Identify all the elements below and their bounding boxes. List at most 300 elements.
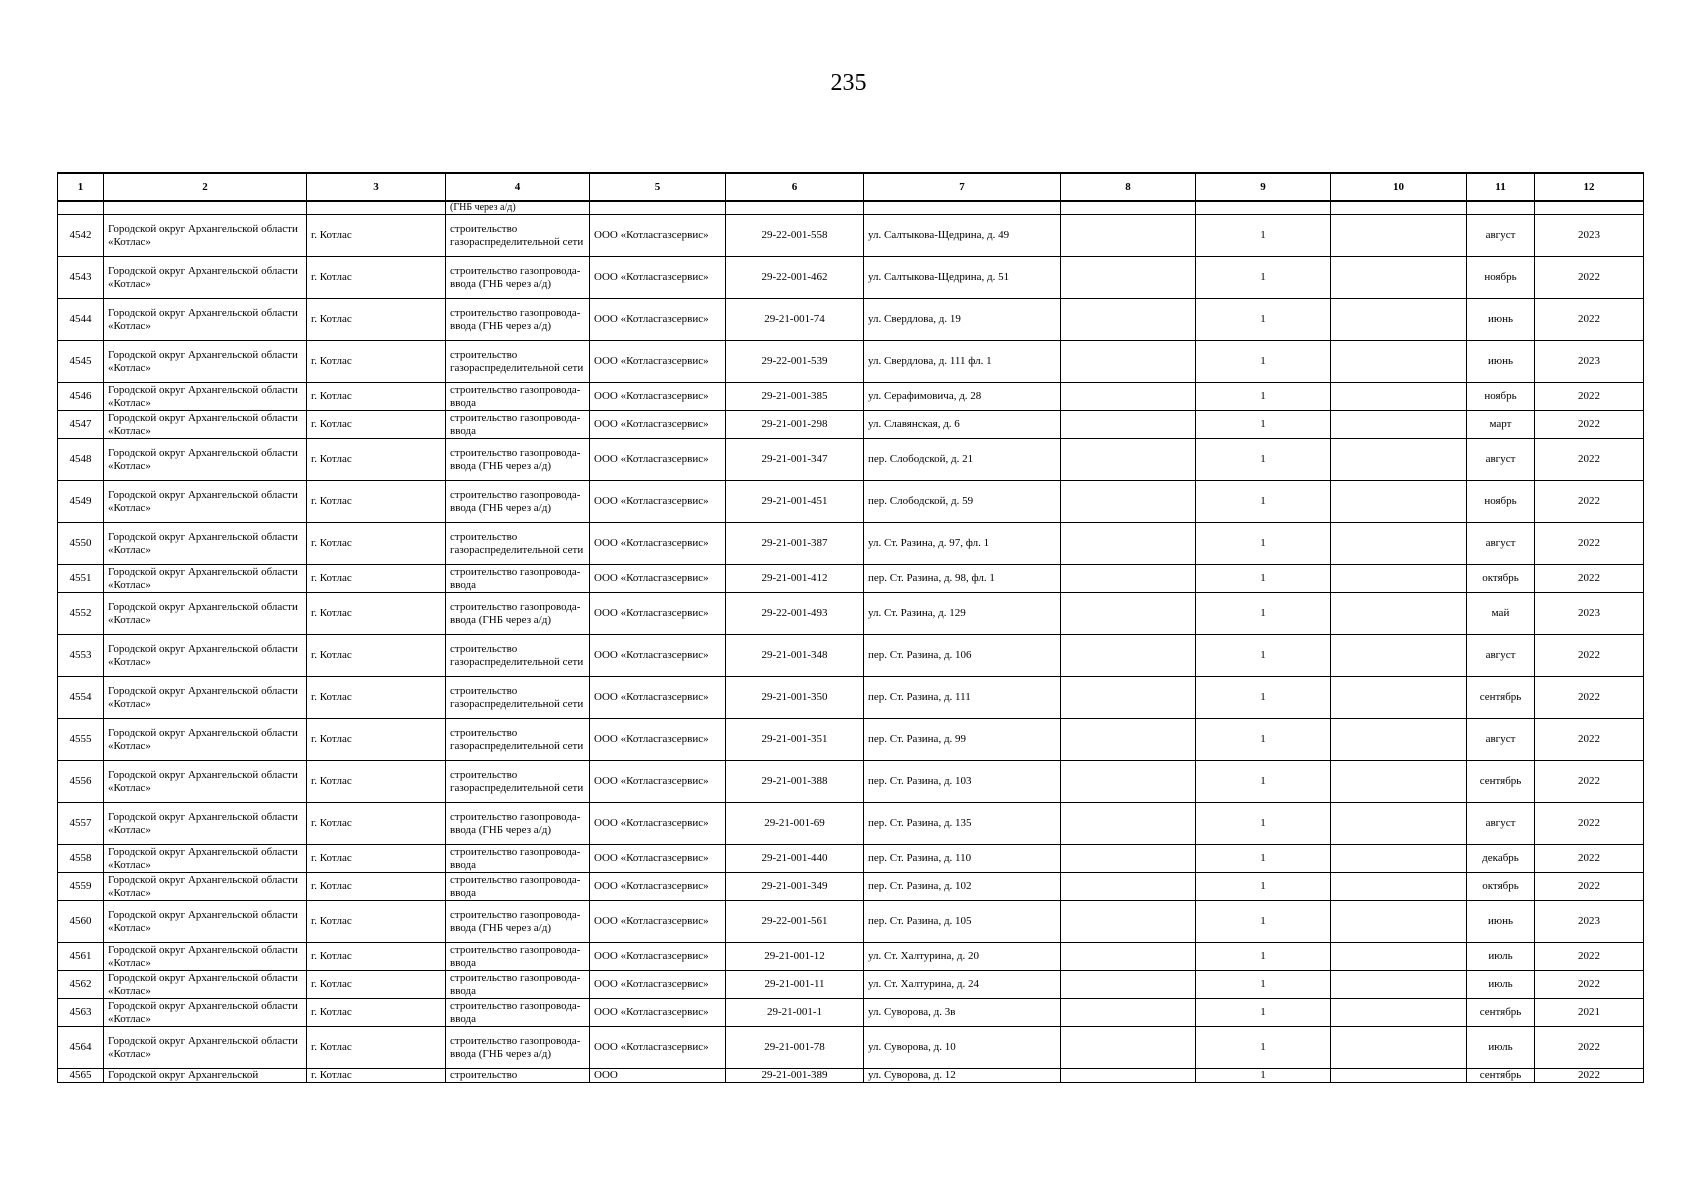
- year-cell: 2022: [1535, 635, 1644, 677]
- year-cell: 2022: [1535, 439, 1644, 481]
- address-cell: пер. Слободской, д. 21: [864, 439, 1061, 481]
- organization-cell: ООО «Котласгазсервис»: [590, 943, 726, 971]
- district-cell: Городской округ Архангельской области «Котлас»: [104, 215, 307, 257]
- table-row: [58, 593, 1644, 635]
- object-code-cell: 29-21-001-387: [726, 523, 864, 565]
- work-type-cell: строительство газораспределительной сети: [446, 635, 590, 677]
- district-cell: Городской округ Архангельской области «Котлас»: [104, 481, 307, 523]
- quantity-cell: 1: [1196, 999, 1331, 1027]
- column-10-cell: [1331, 1069, 1467, 1083]
- row-number: 4545: [58, 341, 104, 383]
- organization-cell: ООО «Котласгазсервис»: [590, 999, 726, 1027]
- work-type-cell: строительство газопровода-ввода: [446, 411, 590, 439]
- continuation-cell: [1535, 201, 1644, 215]
- district-cell: Городской округ Архангельской области «Котлас»: [104, 523, 307, 565]
- quantity-cell: 1: [1196, 971, 1331, 999]
- column-8-cell: [1061, 215, 1196, 257]
- address-cell: ул. Свердлова, д. 111 фл. 1: [864, 341, 1061, 383]
- address-cell: ул. Ст. Разина, д. 97, фл. 1: [864, 523, 1061, 565]
- month-cell: ноябрь: [1467, 383, 1535, 411]
- column-10-cell: [1331, 677, 1467, 719]
- column-10-cell: [1331, 943, 1467, 971]
- row-number: 4561: [58, 943, 104, 971]
- column-header-10: 10: [1331, 173, 1467, 201]
- address-cell: пер. Ст. Разина, д. 135: [864, 803, 1061, 845]
- organization-cell: ООО «Котласгазсервис»: [590, 845, 726, 873]
- row-number: 4560: [58, 901, 104, 943]
- column-header-9: 9: [1196, 173, 1331, 201]
- column-8-cell: [1061, 383, 1196, 411]
- address-cell: пер. Ст. Разина, д. 110: [864, 845, 1061, 873]
- column-8-cell: [1061, 999, 1196, 1027]
- quantity-cell: 1: [1196, 1069, 1331, 1083]
- district-cell: Городской округ Архангельской: [104, 1069, 307, 1083]
- column-8-cell: [1061, 761, 1196, 803]
- year-cell: 2022: [1535, 383, 1644, 411]
- organization-cell: ООО «Котласгазсервис»: [590, 439, 726, 481]
- row-number: 4544: [58, 299, 104, 341]
- column-10-cell: [1331, 761, 1467, 803]
- object-code-cell: 29-21-001-350: [726, 677, 864, 719]
- address-cell: ул. Ст. Халтурина, д. 24: [864, 971, 1061, 999]
- object-code-cell: 29-21-001-412: [726, 565, 864, 593]
- year-cell: 2023: [1535, 341, 1644, 383]
- object-code-cell: 29-21-001-69: [726, 803, 864, 845]
- work-type-cell: строительство газопровода-ввода: [446, 943, 590, 971]
- organization-cell: ООО «Котласгазсервис»: [590, 411, 726, 439]
- object-code-cell: 29-22-001-539: [726, 341, 864, 383]
- column-8-cell: [1061, 565, 1196, 593]
- work-type-cell: строительство газопровода-ввода: [446, 999, 590, 1027]
- column-8-cell: [1061, 719, 1196, 761]
- object-code-cell: 29-21-001-451: [726, 481, 864, 523]
- column-8-cell: [1061, 901, 1196, 943]
- year-cell: 2023: [1535, 215, 1644, 257]
- quantity-cell: 1: [1196, 943, 1331, 971]
- city-cell: г. Котлас: [307, 439, 446, 481]
- continuation-cell: [1467, 201, 1535, 215]
- address-cell: пер. Ст. Разина, д. 111: [864, 677, 1061, 719]
- quantity-cell: 1: [1196, 845, 1331, 873]
- work-type-cell: строительство газораспределительной сети: [446, 523, 590, 565]
- work-type-cell: строительство газораспределительной сети: [446, 677, 590, 719]
- year-cell: 2022: [1535, 257, 1644, 299]
- work-type-cell: строительство газопровода-ввода: [446, 565, 590, 593]
- address-cell: ул. Славянская, д. 6: [864, 411, 1061, 439]
- work-type-cell: строительство газопровода-ввода (ГНБ через а/д): [446, 803, 590, 845]
- month-cell: сентябрь: [1467, 999, 1535, 1027]
- year-cell: 2022: [1535, 873, 1644, 901]
- organization-cell: ООО: [590, 1069, 726, 1083]
- work-type-cell: строительство газопровода-ввода: [446, 383, 590, 411]
- address-cell: пер. Ст. Разина, д. 105: [864, 901, 1061, 943]
- table-row: [58, 1069, 1644, 1083]
- year-cell: 2022: [1535, 719, 1644, 761]
- work-type-cell: строительство газопровода-ввода: [446, 971, 590, 999]
- address-cell: пер. Ст. Разина, д. 99: [864, 719, 1061, 761]
- organization-cell: ООО «Котласгазсервис»: [590, 383, 726, 411]
- row-number: 4559: [58, 873, 104, 901]
- year-cell: 2022: [1535, 677, 1644, 719]
- row-number: 4543: [58, 257, 104, 299]
- row-number: 4562: [58, 971, 104, 999]
- quantity-cell: 1: [1196, 901, 1331, 943]
- year-cell: 2022: [1535, 761, 1644, 803]
- city-cell: г. Котлас: [307, 635, 446, 677]
- address-cell: ул. Салтыкова-Щедрина, д. 51: [864, 257, 1061, 299]
- work-type-cell: строительство газопровода-ввода (ГНБ через а/д): [446, 481, 590, 523]
- district-cell: Городской округ Архангельской области «Котлас»: [104, 439, 307, 481]
- object-code-cell: 29-21-001-11: [726, 971, 864, 999]
- column-10-cell: [1331, 257, 1467, 299]
- city-cell: г. Котлас: [307, 383, 446, 411]
- month-cell: март: [1467, 411, 1535, 439]
- address-cell: ул. Суворова, д. 10: [864, 1027, 1061, 1069]
- address-cell: ул. Ст. Разина, д. 129: [864, 593, 1061, 635]
- continuation-cell: [58, 201, 104, 215]
- column-10-cell: [1331, 971, 1467, 999]
- column-10-cell: [1331, 901, 1467, 943]
- city-cell: г. Котлас: [307, 901, 446, 943]
- organization-cell: ООО «Котласгазсервис»: [590, 677, 726, 719]
- table-row: [58, 943, 1644, 971]
- column-10-cell: [1331, 383, 1467, 411]
- column-8-cell: [1061, 341, 1196, 383]
- month-cell: август: [1467, 635, 1535, 677]
- continuation-row: [58, 201, 1644, 215]
- row-number: 4546: [58, 383, 104, 411]
- column-10-cell: [1331, 565, 1467, 593]
- row-number: 4558: [58, 845, 104, 873]
- work-type-cell: строительство газопровода-ввода (ГНБ через а/д): [446, 299, 590, 341]
- month-cell: ноябрь: [1467, 257, 1535, 299]
- row-number: 4542: [58, 215, 104, 257]
- object-code-cell: 29-21-001-347: [726, 439, 864, 481]
- continuation-cell: [726, 201, 864, 215]
- column-8-cell: [1061, 299, 1196, 341]
- work-type-cell: строительство газопровода-ввода (ГНБ через а/д): [446, 439, 590, 481]
- table-row: [58, 299, 1644, 341]
- column-8-cell: [1061, 943, 1196, 971]
- organization-cell: ООО «Котласгазсервис»: [590, 873, 726, 901]
- city-cell: г. Котлас: [307, 999, 446, 1027]
- month-cell: июль: [1467, 1027, 1535, 1069]
- work-type-cell: строительство газопровода-ввода (ГНБ через а/д): [446, 1027, 590, 1069]
- column-10-cell: [1331, 845, 1467, 873]
- column-header-12: 12: [1535, 173, 1644, 201]
- organization-cell: ООО «Котласгазсервис»: [590, 215, 726, 257]
- year-cell: 2023: [1535, 593, 1644, 635]
- district-cell: Городской округ Архангельской области «Котлас»: [104, 803, 307, 845]
- city-cell: г. Котлас: [307, 803, 446, 845]
- column-10-cell: [1331, 873, 1467, 901]
- organization-cell: ООО «Котласгазсервис»: [590, 971, 726, 999]
- row-number: 4552: [58, 593, 104, 635]
- row-number: 4563: [58, 999, 104, 1027]
- continuation-cell: [104, 201, 307, 215]
- year-cell: 2022: [1535, 565, 1644, 593]
- city-cell: г. Котлас: [307, 411, 446, 439]
- quantity-cell: 1: [1196, 677, 1331, 719]
- continuation-cell: (ГНБ через а/д): [446, 201, 590, 215]
- quantity-cell: 1: [1196, 411, 1331, 439]
- address-cell: ул. Серафимовича, д. 28: [864, 383, 1061, 411]
- organization-cell: ООО «Котласгазсервис»: [590, 593, 726, 635]
- month-cell: август: [1467, 439, 1535, 481]
- district-cell: Городской округ Архангельской области «Котлас»: [104, 257, 307, 299]
- city-cell: г. Котлас: [307, 761, 446, 803]
- address-cell: пер. Ст. Разина, д. 102: [864, 873, 1061, 901]
- district-cell: Городской округ Архангельской области «Котлас»: [104, 635, 307, 677]
- year-cell: 2021: [1535, 999, 1644, 1027]
- table-row: [58, 803, 1644, 845]
- column-8-cell: [1061, 635, 1196, 677]
- object-code-cell: 29-21-001-385: [726, 383, 864, 411]
- table-row: [58, 845, 1644, 873]
- city-cell: г. Котлас: [307, 1069, 446, 1083]
- registry-table: [57, 172, 1644, 1083]
- column-8-cell: [1061, 593, 1196, 635]
- quantity-cell: 1: [1196, 215, 1331, 257]
- address-cell: пер. Ст. Разина, д. 98, фл. 1: [864, 565, 1061, 593]
- district-cell: Городской округ Архангельской области «Котлас»: [104, 999, 307, 1027]
- district-cell: Городской округ Архангельской области «Котлас»: [104, 873, 307, 901]
- column-8-cell: [1061, 971, 1196, 999]
- year-cell: 2022: [1535, 971, 1644, 999]
- row-number: 4555: [58, 719, 104, 761]
- year-cell: 2023: [1535, 901, 1644, 943]
- table-row: [58, 719, 1644, 761]
- month-cell: декабрь: [1467, 845, 1535, 873]
- object-code-cell: 29-21-001-12: [726, 943, 864, 971]
- work-type-cell: строительство газораспределительной сети: [446, 761, 590, 803]
- month-cell: сентябрь: [1467, 1069, 1535, 1083]
- address-cell: пер. Ст. Разина, д. 103: [864, 761, 1061, 803]
- column-10-cell: [1331, 803, 1467, 845]
- object-code-cell: 29-21-001-388: [726, 761, 864, 803]
- column-header-11: 11: [1467, 173, 1535, 201]
- quantity-cell: 1: [1196, 873, 1331, 901]
- city-cell: г. Котлас: [307, 1027, 446, 1069]
- district-cell: Городской округ Архангельской области «Котлас»: [104, 761, 307, 803]
- column-header-4: 4: [446, 173, 590, 201]
- district-cell: Городской округ Архангельской области «Котлас»: [104, 383, 307, 411]
- page-number: 235: [830, 70, 867, 96]
- work-type-cell: строительство: [446, 1069, 590, 1083]
- column-8-cell: [1061, 1069, 1196, 1083]
- row-number: 4554: [58, 677, 104, 719]
- district-cell: Городской округ Архангельской области «Котлас»: [104, 593, 307, 635]
- month-cell: июнь: [1467, 901, 1535, 943]
- organization-cell: ООО «Котласгазсервис»: [590, 635, 726, 677]
- work-type-cell: строительство газораспределительной сети: [446, 719, 590, 761]
- column-8-cell: [1061, 873, 1196, 901]
- quantity-cell: 1: [1196, 719, 1331, 761]
- work-type-cell: строительство газораспределительной сети: [446, 215, 590, 257]
- column-8-cell: [1061, 411, 1196, 439]
- year-cell: 2022: [1535, 845, 1644, 873]
- row-number: 4549: [58, 481, 104, 523]
- organization-cell: ООО «Котласгазсервис»: [590, 257, 726, 299]
- year-cell: 2022: [1535, 803, 1644, 845]
- row-number: 4564: [58, 1027, 104, 1069]
- quantity-cell: 1: [1196, 299, 1331, 341]
- city-cell: г. Котлас: [307, 845, 446, 873]
- table-row: [58, 1027, 1644, 1069]
- month-cell: август: [1467, 719, 1535, 761]
- table-row: [58, 565, 1644, 593]
- month-cell: ноябрь: [1467, 481, 1535, 523]
- work-type-cell: строительство газопровода-ввода: [446, 845, 590, 873]
- district-cell: Городской округ Архангельской области «Котлас»: [104, 971, 307, 999]
- quantity-cell: 1: [1196, 439, 1331, 481]
- column-10-cell: [1331, 299, 1467, 341]
- column-10-cell: [1331, 1027, 1467, 1069]
- column-8-cell: [1061, 1027, 1196, 1069]
- month-cell: август: [1467, 803, 1535, 845]
- row-number: 4548: [58, 439, 104, 481]
- year-cell: 2022: [1535, 1027, 1644, 1069]
- column-header-2: 2: [104, 173, 307, 201]
- month-cell: июнь: [1467, 341, 1535, 383]
- object-code-cell: 29-22-001-558: [726, 215, 864, 257]
- continuation-cell: [307, 201, 446, 215]
- column-10-cell: [1331, 481, 1467, 523]
- quantity-cell: 1: [1196, 803, 1331, 845]
- column-8-cell: [1061, 845, 1196, 873]
- object-code-cell: 29-21-001-349: [726, 873, 864, 901]
- table-row: [58, 635, 1644, 677]
- city-cell: г. Котлас: [307, 565, 446, 593]
- city-cell: г. Котлас: [307, 299, 446, 341]
- year-cell: 2022: [1535, 481, 1644, 523]
- address-cell: ул. Ст. Халтурина, д. 20: [864, 943, 1061, 971]
- month-cell: июнь: [1467, 299, 1535, 341]
- table-row: [58, 523, 1644, 565]
- address-cell: пер. Слободской, д. 59: [864, 481, 1061, 523]
- column-8-cell: [1061, 257, 1196, 299]
- city-cell: г. Котлас: [307, 481, 446, 523]
- year-cell: 2022: [1535, 523, 1644, 565]
- object-code-cell: 29-21-001-440: [726, 845, 864, 873]
- column-header-7: 7: [864, 173, 1061, 201]
- quantity-cell: 1: [1196, 1027, 1331, 1069]
- organization-cell: ООО «Котласгазсервис»: [590, 523, 726, 565]
- year-cell: 2022: [1535, 299, 1644, 341]
- row-number: 4547: [58, 411, 104, 439]
- organization-cell: ООО «Котласгазсервис»: [590, 803, 726, 845]
- column-header-8: 8: [1061, 173, 1196, 201]
- city-cell: г. Котлас: [307, 677, 446, 719]
- column-10-cell: [1331, 593, 1467, 635]
- header-row: [58, 173, 1644, 201]
- work-type-cell: строительство газопровода-ввода: [446, 873, 590, 901]
- district-cell: Городской округ Архангельской области «Котлас»: [104, 719, 307, 761]
- quantity-cell: 1: [1196, 523, 1331, 565]
- city-cell: г. Котлас: [307, 873, 446, 901]
- table-row: [58, 901, 1644, 943]
- address-cell: ул. Свердлова, д. 19: [864, 299, 1061, 341]
- organization-cell: ООО «Котласгазсервис»: [590, 901, 726, 943]
- district-cell: Городской округ Архангельской области «Котлас»: [104, 677, 307, 719]
- row-number: 4556: [58, 761, 104, 803]
- column-8-cell: [1061, 677, 1196, 719]
- object-code-cell: 29-21-001-74: [726, 299, 864, 341]
- month-cell: сентябрь: [1467, 761, 1535, 803]
- table-row: [58, 999, 1644, 1027]
- quantity-cell: 1: [1196, 761, 1331, 803]
- table-row: [58, 257, 1644, 299]
- month-cell: август: [1467, 215, 1535, 257]
- month-cell: июль: [1467, 943, 1535, 971]
- city-cell: г. Котлас: [307, 341, 446, 383]
- continuation-cell: [1331, 201, 1467, 215]
- city-cell: г. Котлас: [307, 257, 446, 299]
- column-10-cell: [1331, 341, 1467, 383]
- column-10-cell: [1331, 999, 1467, 1027]
- district-cell: Городской округ Архангельской области «Котлас»: [104, 299, 307, 341]
- object-code-cell: 29-22-001-561: [726, 901, 864, 943]
- city-cell: г. Котлас: [307, 971, 446, 999]
- quantity-cell: 1: [1196, 481, 1331, 523]
- object-code-cell: 29-21-001-298: [726, 411, 864, 439]
- continuation-cell: [590, 201, 726, 215]
- organization-cell: ООО «Котласгазсервис»: [590, 761, 726, 803]
- object-code-cell: 29-21-001-1: [726, 999, 864, 1027]
- year-cell: 2022: [1535, 411, 1644, 439]
- district-cell: Городской округ Архангельской области «Котлас»: [104, 341, 307, 383]
- address-cell: ул. Салтыкова-Щедрина, д. 49: [864, 215, 1061, 257]
- column-header-6: 6: [726, 173, 864, 201]
- address-cell: пер. Ст. Разина, д. 106: [864, 635, 1061, 677]
- table-row: [58, 411, 1644, 439]
- work-type-cell: строительство газораспределительной сети: [446, 341, 590, 383]
- table-row: [58, 873, 1644, 901]
- continuation-cell: [864, 201, 1061, 215]
- column-10-cell: [1331, 523, 1467, 565]
- organization-cell: ООО «Котласгазсервис»: [590, 341, 726, 383]
- column-10-cell: [1331, 719, 1467, 761]
- column-8-cell: [1061, 481, 1196, 523]
- row-number: 4550: [58, 523, 104, 565]
- column-8-cell: [1061, 439, 1196, 481]
- city-cell: г. Котлас: [307, 943, 446, 971]
- object-code-cell: 29-22-001-462: [726, 257, 864, 299]
- table-row: [58, 439, 1644, 481]
- month-cell: май: [1467, 593, 1535, 635]
- district-cell: Городской округ Архангельской области «Котлас»: [104, 845, 307, 873]
- continuation-cell: [1196, 201, 1331, 215]
- quantity-cell: 1: [1196, 565, 1331, 593]
- object-code-cell: 29-21-001-389: [726, 1069, 864, 1083]
- table-row: [58, 761, 1644, 803]
- table-row: [58, 971, 1644, 999]
- work-type-cell: строительство газопровода-ввода (ГНБ через а/д): [446, 257, 590, 299]
- year-cell: 2022: [1535, 943, 1644, 971]
- column-8-cell: [1061, 523, 1196, 565]
- work-type-cell: строительство газопровода-ввода (ГНБ через а/д): [446, 593, 590, 635]
- organization-cell: ООО «Котласгазсервис»: [590, 1027, 726, 1069]
- year-cell: 2022: [1535, 1069, 1644, 1083]
- column-10-cell: [1331, 439, 1467, 481]
- quantity-cell: 1: [1196, 383, 1331, 411]
- month-cell: август: [1467, 523, 1535, 565]
- month-cell: октябрь: [1467, 873, 1535, 901]
- quantity-cell: 1: [1196, 341, 1331, 383]
- table-row: [58, 341, 1644, 383]
- column-header-1: 1: [58, 173, 104, 201]
- column-header-3: 3: [307, 173, 446, 201]
